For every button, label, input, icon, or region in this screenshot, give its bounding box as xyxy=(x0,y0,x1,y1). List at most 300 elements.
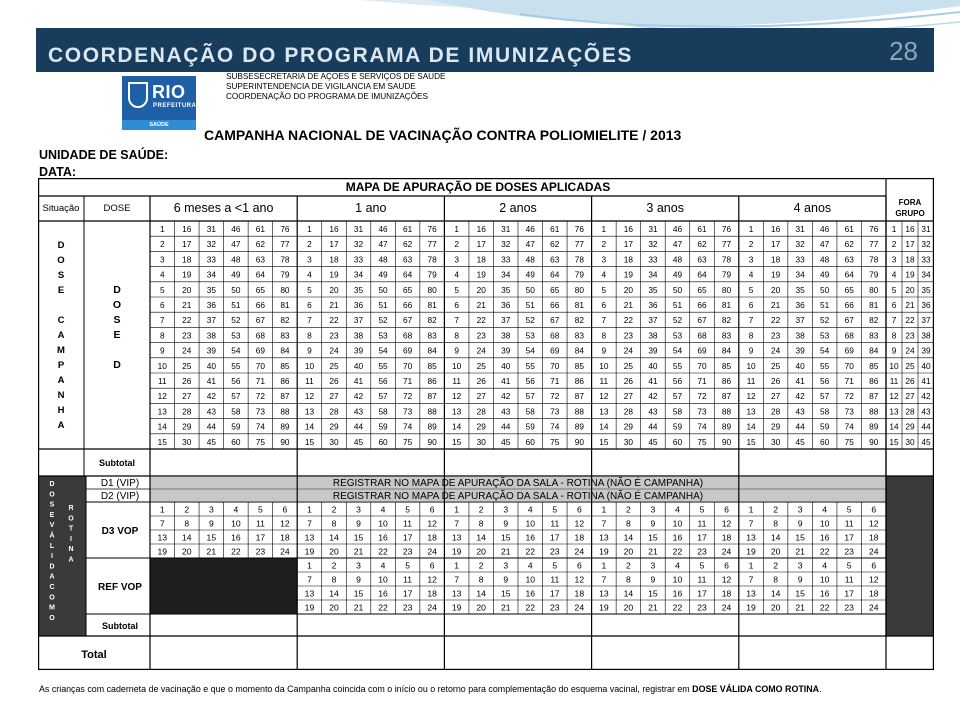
vop-number: 5 xyxy=(552,560,558,571)
tally-number: 88 xyxy=(869,406,879,417)
tally-number: 41 xyxy=(795,376,805,386)
tally-number: 4 xyxy=(159,269,165,280)
tally-number: 68 xyxy=(550,330,560,341)
tally-number: 27 xyxy=(182,391,192,402)
routine-situation-letter: O xyxy=(49,491,55,499)
logo-name: RIO xyxy=(152,82,186,102)
tally-number: 4 xyxy=(601,269,607,280)
routine-situation-letter: I xyxy=(51,553,53,561)
vop-number: 17 xyxy=(255,532,266,543)
vop-number: 17 xyxy=(402,532,413,543)
tally-number: 20 xyxy=(623,284,634,295)
tally-number: 64 xyxy=(550,269,560,280)
tally-number: 41 xyxy=(501,376,511,386)
age-group-header: 3 anos xyxy=(646,201,684,215)
tally-number: 18 xyxy=(329,254,339,265)
tally-number: 8 xyxy=(601,330,607,341)
tally-number: 42 xyxy=(206,391,216,402)
fora-tally-number: 43 xyxy=(921,406,931,417)
vop-number: 13 xyxy=(157,532,168,543)
tally-number: 77 xyxy=(721,239,732,250)
vop-number: 23 xyxy=(255,546,266,557)
tally-number: 55 xyxy=(378,360,388,371)
tally-number: 55 xyxy=(820,360,830,371)
tally-number: 14 xyxy=(452,421,462,432)
total-label: Total xyxy=(81,649,107,661)
vop-number: 14 xyxy=(329,588,339,599)
vop-number: 20 xyxy=(329,602,339,613)
vop-number: 22 xyxy=(819,602,830,613)
vop-number: 8 xyxy=(184,518,190,529)
routine-situation-letter: M xyxy=(49,604,55,612)
tally-number: 18 xyxy=(623,254,634,265)
tally-number: 15 xyxy=(746,436,756,447)
tally-number: 46 xyxy=(231,224,241,234)
tally-number: 83 xyxy=(280,330,290,341)
vop-number: 6 xyxy=(429,504,435,515)
tally-number: 81 xyxy=(721,300,732,310)
tally-number: 22 xyxy=(476,315,486,326)
vop-number: 15 xyxy=(206,532,217,543)
campaign-situation-letter: H xyxy=(57,405,65,416)
tally-number: 51 xyxy=(525,300,535,310)
tally-number: 19 xyxy=(770,269,781,280)
vop-number: 11 xyxy=(550,574,560,585)
vop-number: 16 xyxy=(378,588,388,599)
tally-number: 54 xyxy=(820,345,830,356)
routine-subtotal-label: Subtotal xyxy=(102,621,138,631)
fora-grupo-header: FORA xyxy=(898,198,922,207)
tally-number: 61 xyxy=(550,224,560,234)
tally-number: 9 xyxy=(159,345,165,356)
tally-number: 69 xyxy=(550,345,560,356)
tally-number: 27 xyxy=(476,391,486,402)
header-line: SUPERINTENDENCIA DE VIGILANCIA EM SAUDE xyxy=(226,82,416,91)
tally-number: 13 xyxy=(746,406,756,417)
tally-number: 64 xyxy=(402,269,413,280)
routine-situation-letter: D xyxy=(49,481,55,488)
tally-number: 57 xyxy=(525,391,535,402)
tally-number: 72 xyxy=(844,391,854,402)
vop-number: 18 xyxy=(280,532,290,543)
tally-number: 35 xyxy=(353,284,364,295)
fora-tally-number: 4 xyxy=(891,269,897,280)
tally-number: 66 xyxy=(255,300,266,310)
tally-number: 39 xyxy=(353,345,364,356)
tally-number: 86 xyxy=(574,376,584,386)
tally-number: 45 xyxy=(206,436,216,447)
fora-tally-number: 10 xyxy=(889,360,899,371)
tally-number: 12 xyxy=(304,391,315,402)
tally-number: 70 xyxy=(844,360,854,371)
vop-number: 11 xyxy=(844,574,854,585)
tally-number: 22 xyxy=(623,315,634,326)
tally-number: 65 xyxy=(255,284,266,295)
tally-number: 13 xyxy=(452,406,462,417)
tally-number: 25 xyxy=(329,360,339,371)
tally-number: 58 xyxy=(672,406,683,417)
tally-number: 84 xyxy=(721,345,732,356)
tally-number: 31 xyxy=(206,224,216,234)
crest-icon xyxy=(128,82,148,108)
tally-number: 68 xyxy=(255,330,266,341)
tally-number: 39 xyxy=(206,345,216,356)
routine-situation-letter: Á xyxy=(49,532,55,540)
vop-number: 1 xyxy=(748,560,754,571)
vop-number: 23 xyxy=(402,546,413,557)
vop-number: 20 xyxy=(770,546,781,557)
tally-number: 69 xyxy=(402,345,413,356)
vop-number: 16 xyxy=(525,588,536,599)
campaign-situation-letter: N xyxy=(57,390,65,401)
unit-label: UNIDADE DE SAÚDE: xyxy=(39,148,169,162)
tally-number: 39 xyxy=(795,345,805,356)
tally-number: 2 xyxy=(307,239,312,250)
tally-number: 90 xyxy=(574,436,584,447)
fora-tally-number: 9 xyxy=(891,345,897,356)
tally-number: 32 xyxy=(795,239,805,250)
tally-number: 16 xyxy=(623,224,634,234)
map-title: MAPA DE APURAÇÃO DE DOSES APLICADAS xyxy=(345,180,611,194)
vop-number: 21 xyxy=(648,546,658,557)
tally-number: 45 xyxy=(501,436,511,447)
tally-number: 63 xyxy=(550,254,560,265)
tally-number: 7 xyxy=(307,315,312,326)
tally-number: 60 xyxy=(378,436,388,447)
tally-number: 88 xyxy=(280,406,290,417)
vop-number: 9 xyxy=(797,574,803,585)
tally-number: 14 xyxy=(599,421,609,432)
tally-number: 60 xyxy=(525,436,535,447)
tally-number: 52 xyxy=(820,315,830,326)
tally-number: 87 xyxy=(721,391,732,402)
fora-tally-number: 36 xyxy=(921,300,931,310)
tally-number: 84 xyxy=(574,345,584,356)
vop-number: 5 xyxy=(405,560,410,571)
tally-number: 7 xyxy=(159,315,165,326)
vop-number: 2 xyxy=(626,504,631,515)
vop-number: 2 xyxy=(331,504,337,515)
vop-number: 18 xyxy=(868,588,879,599)
vop-number: 4 xyxy=(675,504,680,515)
vop-number: 14 xyxy=(329,532,339,543)
tally-number: 51 xyxy=(672,300,683,310)
tally-number: 7 xyxy=(748,315,754,326)
tally-number: 88 xyxy=(721,406,732,417)
vop-number: 3 xyxy=(650,504,656,515)
tally-number: 67 xyxy=(844,315,854,326)
tally-number: 1 xyxy=(159,224,165,234)
tally-number: 44 xyxy=(501,421,511,432)
tally-number: 21 xyxy=(770,300,781,310)
vop-number: 15 xyxy=(795,532,805,543)
tally-number: 80 xyxy=(574,284,584,295)
tally-number: 8 xyxy=(159,330,165,341)
tally-number: 79 xyxy=(427,269,437,280)
tally-number: 26 xyxy=(770,376,781,386)
routine-situation-letter: O xyxy=(68,515,74,523)
tally-number: 18 xyxy=(476,254,486,265)
tally-number: 12 xyxy=(746,391,756,402)
vop-number: 4 xyxy=(822,560,828,571)
fora-tally-number: 39 xyxy=(921,345,931,356)
tally-number: 80 xyxy=(721,284,732,295)
tally-number: 89 xyxy=(280,421,290,432)
vop-number: 24 xyxy=(574,602,585,613)
vop-number: 16 xyxy=(378,532,388,543)
campaign-situation-letter: M xyxy=(57,345,65,356)
fora-tally-number: 17 xyxy=(905,239,915,250)
vop-number: 9 xyxy=(650,574,656,585)
fora-tally-number: 27 xyxy=(905,391,915,402)
tally-number: 65 xyxy=(550,284,560,295)
tally-number: 27 xyxy=(329,391,339,402)
tally-number: 26 xyxy=(623,376,634,386)
tally-number: 28 xyxy=(623,406,634,417)
fora-tally-number: 7 xyxy=(891,315,897,326)
vop-number: 19 xyxy=(746,602,756,613)
vop-number: 17 xyxy=(697,532,707,543)
tally-number: 41 xyxy=(206,376,216,386)
d2-register-note: REGISTRAR NO MAPA DE APURAÇÃO DA SALA - ROTINA (NÃO É CAMPANHA) xyxy=(332,491,704,502)
fora-tally-number: 37 xyxy=(921,315,931,326)
vop-number: 18 xyxy=(721,588,732,599)
vop-number: 15 xyxy=(353,532,364,543)
tally-number: 78 xyxy=(721,254,732,265)
vop-number: 8 xyxy=(626,574,631,585)
tally-number: 80 xyxy=(427,284,437,295)
vop-number: 14 xyxy=(623,532,634,543)
tally-number: 82 xyxy=(427,315,437,326)
slide-number: 28 xyxy=(889,36,918,66)
tally-number: 76 xyxy=(869,224,879,234)
vop-number: 7 xyxy=(454,574,460,585)
tally-number: 4 xyxy=(307,269,312,280)
tally-number: 87 xyxy=(280,391,290,402)
vop-number: 22 xyxy=(819,546,830,557)
tally-number: 84 xyxy=(280,345,290,356)
vop-number: 21 xyxy=(353,546,364,557)
vop-number: 15 xyxy=(500,588,511,599)
fora-grupo-header: GRUPO xyxy=(895,209,925,218)
vop-number: 24 xyxy=(280,546,290,557)
tally-number: 48 xyxy=(672,254,683,265)
tally-number: 59 xyxy=(672,421,683,432)
tally-number: 17 xyxy=(182,239,192,250)
tally-number: 42 xyxy=(501,391,511,402)
tally-number: 87 xyxy=(869,391,879,402)
vop-number: 24 xyxy=(868,602,879,613)
vop-number: 8 xyxy=(773,518,778,529)
tally-number: 60 xyxy=(672,436,683,447)
vop-number: 18 xyxy=(427,588,437,599)
vop-number: 8 xyxy=(478,518,484,529)
tally-number: 78 xyxy=(427,254,437,265)
tally-number: 76 xyxy=(574,224,584,234)
tally-number: 14 xyxy=(157,421,167,432)
vop-number: 19 xyxy=(304,546,315,557)
vop-number: 10 xyxy=(525,574,536,585)
vop-number: 2 xyxy=(478,560,484,571)
vop-number: 24 xyxy=(721,546,732,557)
tally-number: 15 xyxy=(599,436,609,447)
tally-number: 44 xyxy=(206,421,216,432)
tally-number: 53 xyxy=(820,330,830,341)
routine-situation-letter: O xyxy=(49,594,55,602)
vop-number: 12 xyxy=(280,518,290,529)
tally-number: 61 xyxy=(844,224,854,234)
vop-number: 16 xyxy=(819,588,830,599)
tally-number: 74 xyxy=(697,421,707,432)
tally-number: 79 xyxy=(280,269,290,280)
campaign-situation-letter: A xyxy=(57,420,65,431)
vop-number: 7 xyxy=(159,518,165,529)
tally-number: 14 xyxy=(304,421,315,432)
tally-number: 71 xyxy=(550,376,560,386)
age-group-header: 1 ano xyxy=(355,201,387,215)
tally-number: 73 xyxy=(697,406,707,417)
campaign-dose-letter: S xyxy=(113,314,121,326)
tally-number: 24 xyxy=(623,345,634,356)
fora-tally-number: 44 xyxy=(921,421,931,432)
vop-number: 2 xyxy=(773,504,778,515)
tally-number: 44 xyxy=(353,421,364,432)
rio-prefeitura-logo xyxy=(122,76,196,130)
vop-number: 22 xyxy=(378,546,388,557)
tally-number: 29 xyxy=(623,421,634,432)
tally-number: 16 xyxy=(329,224,339,234)
campaign-situation-letter: P xyxy=(57,360,65,371)
tally-number: 45 xyxy=(648,436,658,447)
vop-number: 5 xyxy=(258,504,263,515)
vop-number: 3 xyxy=(650,560,656,571)
vop-number: 21 xyxy=(500,546,511,557)
vop-number: 21 xyxy=(353,602,364,613)
vop-number: 20 xyxy=(476,546,486,557)
tally-number: 53 xyxy=(672,330,683,341)
tally-number: 5 xyxy=(601,284,607,295)
dose-count-table xyxy=(38,178,934,670)
date-label: DATA: xyxy=(39,165,77,179)
tally-number: 54 xyxy=(672,345,683,356)
tally-number: 2 xyxy=(601,239,607,250)
tally-number: 15 xyxy=(452,436,462,447)
vop-number: 17 xyxy=(844,588,854,599)
tally-number: 46 xyxy=(378,224,388,234)
vop-number: 18 xyxy=(427,532,437,543)
tally-number: 76 xyxy=(721,224,732,234)
tally-number: 62 xyxy=(255,239,266,250)
tally-number: 52 xyxy=(378,315,388,326)
fora-tally-number: 35 xyxy=(921,284,931,295)
tally-number: 14 xyxy=(746,421,756,432)
tally-number: 3 xyxy=(748,254,754,265)
fora-tally-number: 28 xyxy=(905,406,915,417)
tally-number: 57 xyxy=(672,391,683,402)
tally-number: 67 xyxy=(255,315,266,326)
tally-number: 72 xyxy=(402,391,413,402)
vop-number: 17 xyxy=(402,588,413,599)
tally-number: 5 xyxy=(159,284,165,295)
tally-number: 10 xyxy=(452,360,462,371)
vop-number: 21 xyxy=(648,602,658,613)
tally-number: 56 xyxy=(820,376,830,386)
fora-tally-number: 42 xyxy=(921,391,931,402)
tally-number: 46 xyxy=(820,224,830,234)
tally-number: 45 xyxy=(353,436,364,447)
document-page xyxy=(36,72,934,712)
fora-tally-number: 1 xyxy=(891,224,897,234)
vop-number: 10 xyxy=(819,518,830,529)
tally-number: 17 xyxy=(476,239,486,250)
tally-number: 29 xyxy=(182,421,192,432)
vop-number: 6 xyxy=(429,560,435,571)
tally-number: 69 xyxy=(697,345,707,356)
vop-number: 16 xyxy=(819,532,830,543)
vop-number: 12 xyxy=(721,518,732,529)
vop-number: 11 xyxy=(550,518,560,529)
vop-number: 23 xyxy=(550,602,560,613)
fora-tally-number: 20 xyxy=(905,284,915,295)
vop-number: 10 xyxy=(819,574,830,585)
vop-number: 20 xyxy=(770,602,781,613)
vop-number: 6 xyxy=(871,504,877,515)
tally-number: 53 xyxy=(378,330,388,341)
d1-register-note: REGISTRAR NO MAPA DE APURAÇÃO DA SALA - ROTINA (NÃO É CAMPANHA) xyxy=(332,478,704,489)
footnote xyxy=(39,684,822,694)
tally-number: 68 xyxy=(402,330,413,341)
tally-number: 24 xyxy=(476,345,486,356)
tally-number: 83 xyxy=(427,330,437,341)
tally-number: 81 xyxy=(427,300,437,310)
tally-number: 74 xyxy=(402,421,413,432)
tally-number: 74 xyxy=(255,421,266,432)
fora-tally-number: 22 xyxy=(905,315,915,326)
tally-number: 67 xyxy=(402,315,413,326)
tally-number: 11 xyxy=(599,376,609,386)
vop-number: 22 xyxy=(672,602,683,613)
tally-number: 75 xyxy=(550,436,560,447)
vop-number: 3 xyxy=(503,560,509,571)
tally-number: 20 xyxy=(182,284,192,295)
vop-number: 5 xyxy=(699,560,705,571)
tally-number: 79 xyxy=(574,269,584,280)
vop-number: 17 xyxy=(697,588,707,599)
ref-vop-label: REF VOP xyxy=(98,582,142,593)
vop-number: 4 xyxy=(380,560,386,571)
tally-number: 4 xyxy=(454,269,459,280)
tally-number: 11 xyxy=(746,376,756,386)
tally-number: 71 xyxy=(697,376,707,386)
vop-number: 21 xyxy=(206,546,217,557)
vop-number: 9 xyxy=(503,518,509,529)
tally-number: 36 xyxy=(206,300,216,310)
tally-number: 75 xyxy=(255,436,266,447)
tally-number: 16 xyxy=(476,224,486,234)
vop-number: 19 xyxy=(599,546,609,557)
fora-tally-number: 30 xyxy=(905,436,915,447)
tally-number: 50 xyxy=(378,284,388,295)
campaign-dose-letter: O xyxy=(112,299,122,311)
fora-tally-number: 32 xyxy=(921,239,931,250)
tally-number: 40 xyxy=(353,360,364,371)
age-group-header: 2 anos xyxy=(499,201,537,215)
tally-number: 61 xyxy=(402,224,413,234)
tally-number: 71 xyxy=(402,376,413,386)
tally-number: 9 xyxy=(748,345,754,356)
tally-number: 7 xyxy=(601,315,607,326)
vop-number: 24 xyxy=(721,602,732,613)
